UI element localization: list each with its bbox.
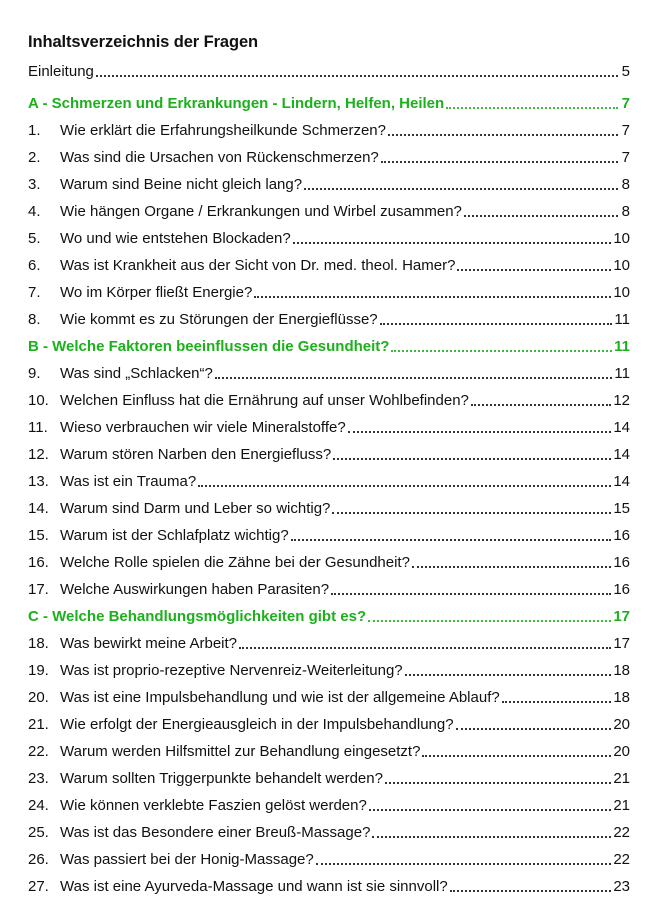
dot-leader: [464, 215, 618, 217]
toc-entry-label: Warum werden Hilfsmittel zur Behandlung eingesetzt?: [60, 743, 421, 760]
dot-leader: [198, 485, 611, 487]
toc-entry-label: C - Welche Behandlungsmöglichkeiten gibt es?: [28, 608, 367, 625]
dot-leader: [450, 890, 612, 892]
toc-page-number: 10: [613, 257, 630, 274]
toc-page-number: 15: [613, 500, 630, 517]
toc-entry-number: 10.: [28, 392, 49, 409]
toc-entry-number: 6.: [28, 257, 41, 274]
toc-page-number: 20: [613, 743, 630, 760]
toc-entry[interactable]: [28, 301, 630, 328]
toc-entry[interactable]: [28, 571, 630, 598]
dot-leader: [380, 323, 613, 325]
dot-leader: [471, 404, 611, 406]
toc-page-number: 21: [613, 797, 630, 814]
toc-page-number: 16: [613, 581, 630, 598]
dot-leader: [332, 512, 611, 514]
toc-entry[interactable]: [28, 517, 630, 544]
toc-entry[interactable]: [28, 436, 630, 463]
toc-entry-label: Welche Rolle spielen die Zähne bei der Gesundheit?: [60, 554, 410, 571]
toc-entry-label: Wie kommt es zu Störungen der Energieflüsse?: [60, 311, 378, 328]
toc-entry-number: 26.: [28, 851, 49, 868]
toc-entry-label: Was ist ein Trauma?: [60, 473, 197, 490]
toc-entry-label: Wie hängen Organe / Erkrankungen und Wirbel zusammen?: [60, 203, 462, 220]
toc-page-number: 14: [613, 419, 630, 436]
toc-entry-number: 7.: [28, 284, 41, 301]
dot-leader: [372, 836, 611, 838]
toc-page-number: 11: [614, 365, 630, 382]
toc-entry-label: Warum stören Narben den Energiefluss?: [60, 446, 332, 463]
toc-intro-entry[interactable]: [28, 60, 630, 80]
toc-entry-label: Warum sind Beine nicht gleich lang?: [60, 176, 303, 193]
toc-page-number: 18: [613, 662, 630, 679]
toc-entry[interactable]: [28, 193, 630, 220]
toc-page-number: 17: [613, 635, 630, 652]
toc-entry-label: Wo im Körper fließt Energie?: [60, 284, 253, 301]
toc-entry[interactable]: [28, 247, 630, 274]
toc-entry[interactable]: [28, 544, 630, 571]
toc-entry-number: 13.: [28, 473, 49, 490]
toc-entry-number: 9.: [28, 365, 41, 382]
toc-entry-label: Warum sollten Triggerpunkte behandelt werden?: [60, 770, 383, 787]
toc-entry-number: 27.: [28, 878, 49, 895]
toc-entry-number: 8.: [28, 311, 41, 328]
dot-leader: [239, 647, 611, 649]
dot-leader: [331, 593, 611, 595]
toc-entry[interactable]: [28, 382, 630, 409]
toc-entry-number: 3.: [28, 176, 41, 193]
dot-leader: [457, 269, 611, 271]
dot-leader: [293, 242, 612, 244]
toc-entry-number: 16.: [28, 554, 49, 571]
toc-entry[interactable]: [28, 868, 630, 895]
toc-entry-label: Welche Auswirkungen haben Parasiten?: [60, 581, 330, 598]
toc-entry[interactable]: [28, 733, 630, 760]
toc-entry-number: 24.: [28, 797, 49, 814]
toc-page-number: 5: [621, 63, 630, 80]
toc-entry[interactable]: [28, 814, 630, 841]
toc-page-number: 11: [614, 338, 630, 355]
dot-leader: [348, 431, 612, 433]
toc-entry-number: 23.: [28, 770, 49, 787]
toc-entry-number: 20.: [28, 689, 49, 706]
toc-entry-number: 17.: [28, 581, 49, 598]
toc-entry[interactable]: [28, 112, 630, 139]
dot-leader: [333, 458, 611, 460]
toc-page-number: 18: [613, 689, 630, 706]
toc-entry-number: 11.: [28, 419, 48, 436]
toc-entry-number: 2.: [28, 149, 41, 166]
toc-page-number: 7: [621, 149, 630, 166]
dot-leader: [381, 161, 618, 163]
toc-entry[interactable]: [28, 625, 630, 652]
toc-entry[interactable]: [28, 679, 630, 706]
toc-entry[interactable]: [28, 166, 630, 193]
toc-entry[interactable]: [28, 841, 630, 868]
toc-page-number: 14: [613, 473, 630, 490]
toc-page-number: 20: [613, 716, 630, 733]
toc-entry-label: Warum sind Darm und Leber so wichtig?: [60, 500, 331, 517]
toc-entry[interactable]: [28, 706, 630, 733]
toc-entry-label: Was sind „Schlacken“?: [60, 365, 213, 382]
dot-leader: [405, 674, 612, 676]
toc-page-number: 10: [613, 284, 630, 301]
dot-leader: [446, 107, 618, 109]
toc-section-heading[interactable]: [28, 328, 630, 355]
dot-leader: [456, 728, 612, 730]
toc-page-number: 16: [613, 527, 630, 544]
dot-leader: [254, 296, 611, 298]
toc-page-number: 17: [613, 608, 630, 625]
toc-entry[interactable]: [28, 355, 630, 382]
toc-entry-label: Was ist proprio-rezeptive Nervenreiz-Weiterleitung?: [60, 662, 403, 679]
toc-entry-number: 18.: [28, 635, 49, 652]
dot-leader: [215, 377, 613, 379]
dot-leader: [422, 755, 611, 757]
dot-leader: [412, 566, 611, 568]
toc-entry-number: 19.: [28, 662, 49, 679]
toc-entry-number: 14.: [28, 500, 49, 517]
toc-entry[interactable]: [28, 274, 630, 301]
toc-section-heading[interactable]: [28, 598, 630, 625]
toc-entry-label: Wie erfolgt der Energieausgleich in der Impulsbehandlung?: [60, 716, 454, 733]
toc-entry-label: Wie erklärt die Erfahrungsheilkunde Schmerzen?: [60, 122, 386, 139]
toc-page-number: 8: [621, 176, 630, 193]
toc-entry-label: Was sind die Ursachen von Rückenschmerzen?: [60, 149, 379, 166]
toc-page-number: 12: [613, 392, 630, 409]
toc-entry[interactable]: [28, 220, 630, 247]
toc-page-number: 7: [621, 122, 630, 139]
toc-entry[interactable]: [28, 490, 630, 517]
toc-entry-label: Was bewirkt meine Arbeit?: [60, 635, 238, 652]
dot-leader: [388, 134, 618, 136]
toc-entry-number: 5.: [28, 230, 41, 247]
toc-page-number: 22: [613, 851, 630, 868]
dot-leader: [391, 350, 612, 352]
toc-entry[interactable]: [28, 787, 630, 814]
dot-leader: [385, 782, 611, 784]
dot-leader: [316, 863, 612, 865]
dot-leader: [368, 620, 611, 622]
toc-page-number: 16: [613, 554, 630, 571]
toc-entry-label: Wie können verklebte Faszien gelöst werden?: [60, 797, 367, 814]
toc-page-number: 23: [613, 878, 630, 895]
toc-entry-label: Was ist eine Impulsbehandlung und wie ist der allgemeine Ablauf?: [60, 689, 500, 706]
toc-page-number: 22: [613, 824, 630, 841]
dot-leader: [304, 188, 618, 190]
toc-entry-number: 21.: [28, 716, 49, 733]
toc-entry[interactable]: [28, 139, 630, 166]
toc-list: [28, 60, 630, 895]
toc-page-number: 14: [613, 446, 630, 463]
toc-entry-label: Was ist Krankheit aus der Sicht von Dr. med. theol. Hamer?: [60, 257, 456, 274]
toc-entry[interactable]: [28, 463, 630, 490]
toc-entry-number: 25.: [28, 824, 49, 841]
toc-page-number: 7: [621, 95, 630, 112]
dot-leader: [502, 701, 612, 703]
toc-page-number: 11: [614, 311, 630, 328]
toc-entry-label: B - Welche Faktoren beeinflussen die Gesundheit?: [28, 338, 390, 355]
toc-entry-label: Was ist eine Ayurveda-Massage und wann ist sie sinnvoll?: [60, 878, 448, 895]
toc-entry-label: Was ist das Besondere einer Breuß-Massage?: [60, 824, 371, 841]
toc-entry-label: Wo und wie entstehen Blockaden?: [60, 230, 291, 247]
toc-entry-number: 12.: [28, 446, 49, 463]
toc-section-heading[interactable]: [28, 85, 630, 112]
toc-entry-label: Warum ist der Schlafplatz wichtig?: [60, 527, 289, 544]
toc-entry-label: Was passiert bei der Honig-Massage?: [60, 851, 314, 868]
toc-entry-label: Wieso verbrauchen wir viele Mineralstoffe?: [60, 419, 346, 436]
toc-entry[interactable]: [28, 760, 630, 787]
toc-entry[interactable]: [28, 652, 630, 679]
dot-leader: [291, 539, 612, 541]
toc-title: Inhaltsverzeichnis der Fragen: [28, 33, 259, 51]
toc-entry[interactable]: [28, 409, 630, 436]
dot-leader: [369, 809, 611, 811]
toc-page-number: 10: [613, 230, 630, 247]
toc-page-number: 8: [621, 203, 630, 220]
toc-entry-label: A - Schmerzen und Erkrankungen - Lindern, Helfen, Heilen: [28, 95, 445, 112]
toc-entry-label: Einleitung: [28, 63, 94, 80]
dot-leader: [96, 75, 618, 77]
toc-entry-number: 15.: [28, 527, 49, 544]
toc-page-number: 21: [613, 770, 630, 787]
toc-entry-number: 1.: [28, 122, 41, 139]
toc-entry-number: 22.: [28, 743, 49, 760]
toc-entry-number: 4.: [28, 203, 41, 220]
toc-entry-label: Welchen Einfluss hat die Ernährung auf unser Wohlbefinden?: [60, 392, 469, 409]
